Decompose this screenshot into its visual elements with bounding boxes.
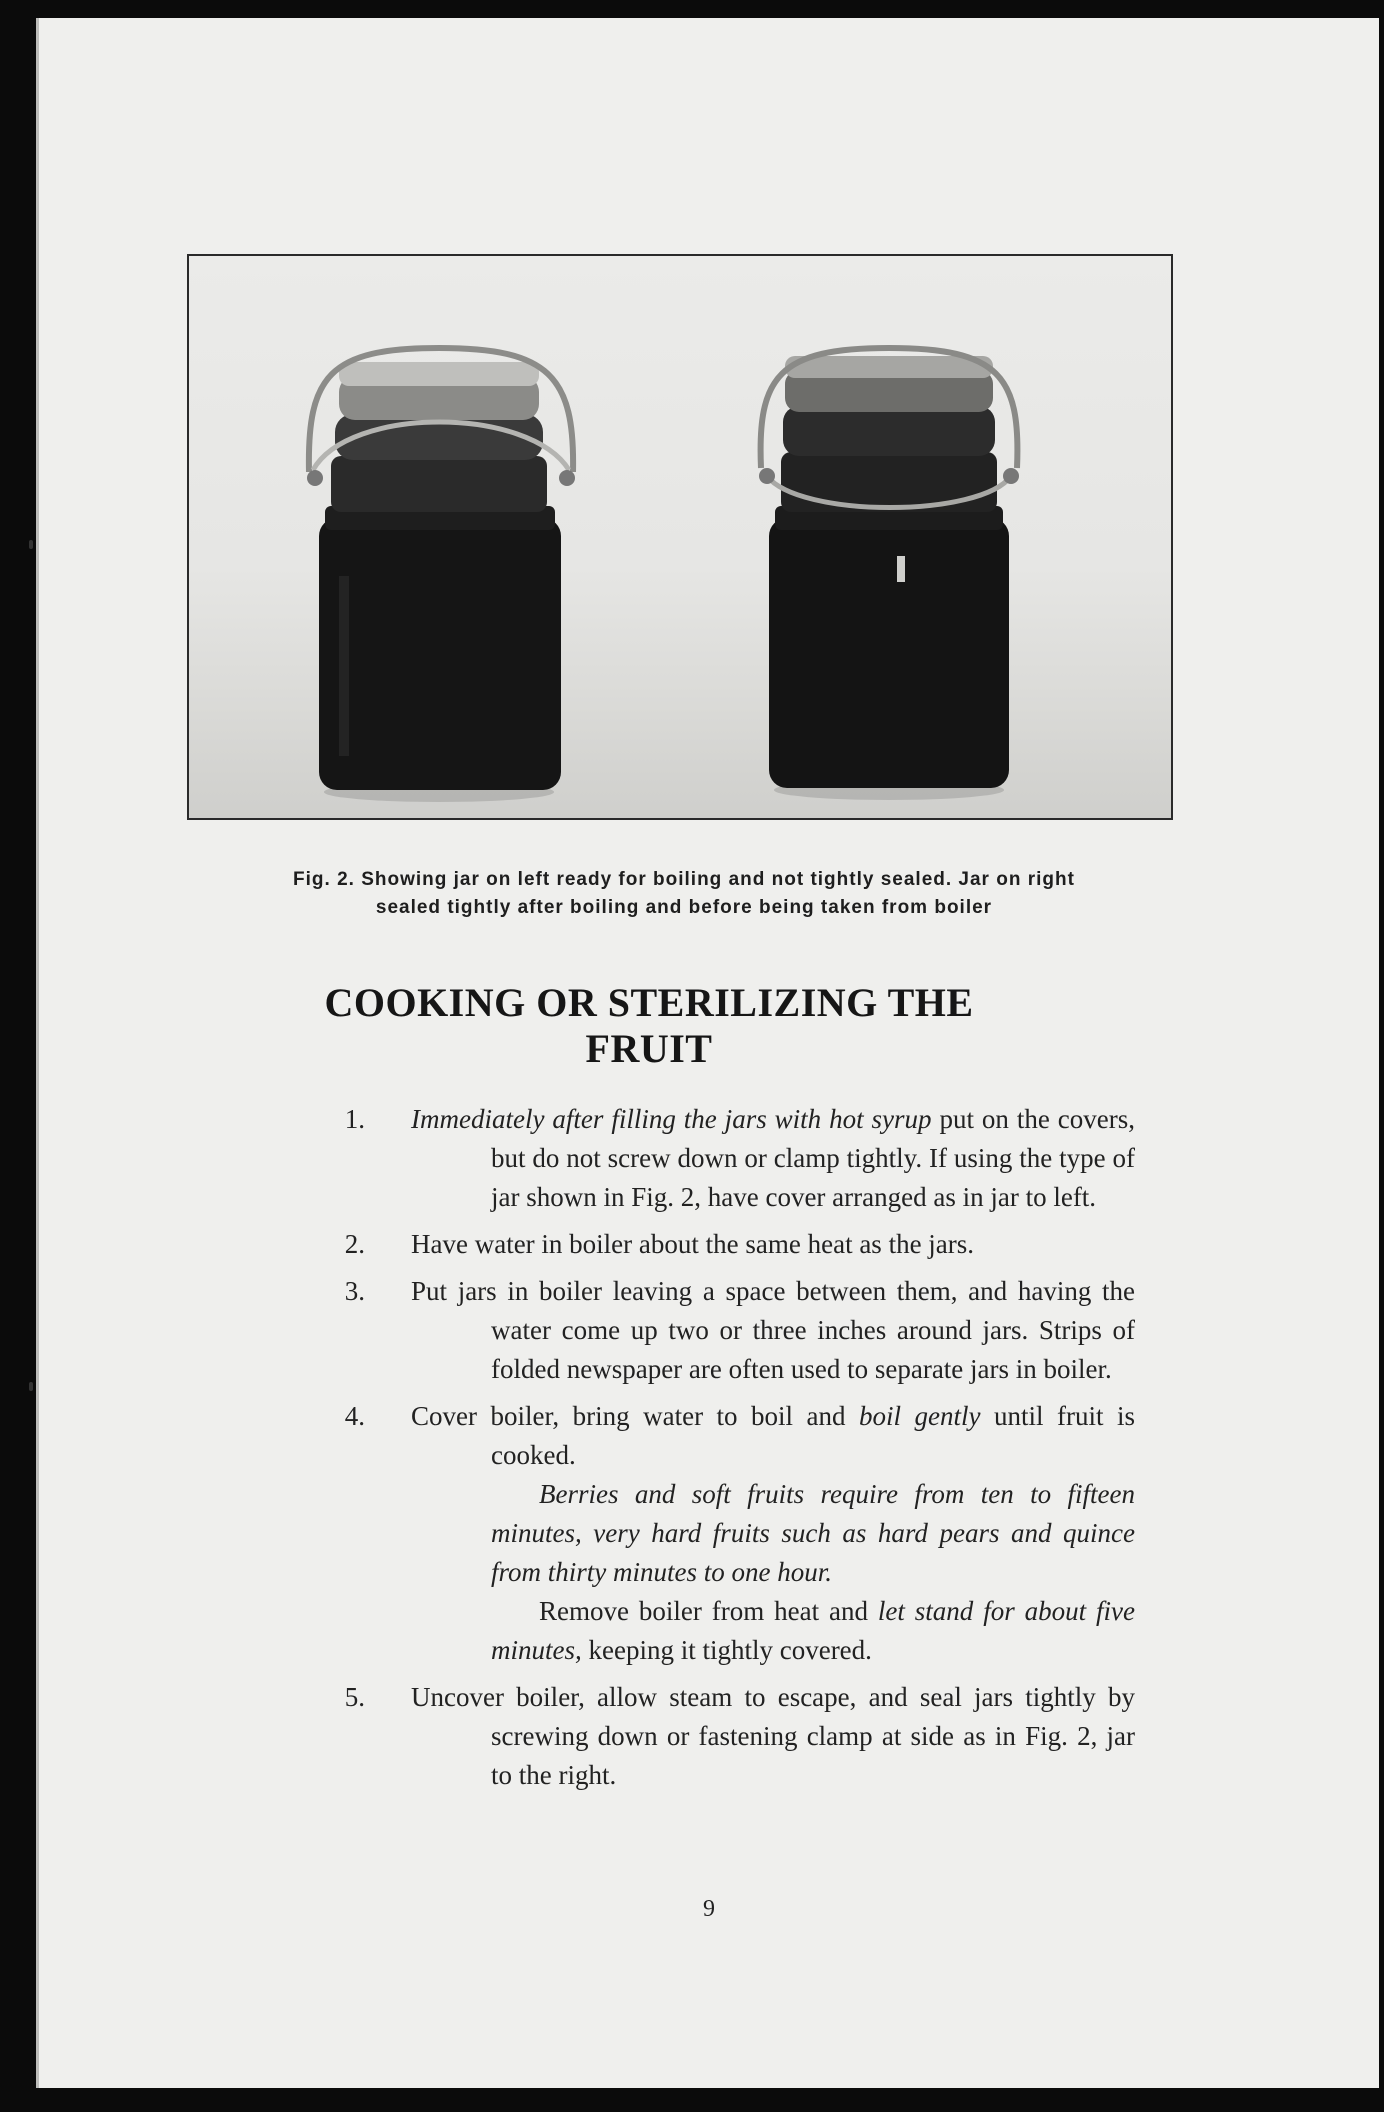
step-number: 1. (344, 1104, 365, 1134)
step-text (411, 1397, 1135, 1475)
step-number: 5. (344, 1682, 365, 1712)
step-body: put on the covers, but do not screw down or clamp tightly. If using the type of jar shown in Fig. 2, have cover arranged as in jar to left. (491, 1104, 1136, 1212)
instruction-step (331, 1100, 1135, 1217)
book-page (36, 18, 1379, 2088)
instruction-list (331, 1100, 1135, 1803)
jars-illustration (189, 256, 1171, 818)
step-number: 2. (344, 1229, 365, 1259)
note-body: Remove boiler from heat and (539, 1596, 878, 1626)
right-jar (759, 348, 1019, 788)
step-text: Put jars in boiler leaving a space between them, and having the water come up two or three inches around jars. Strips of folded newspaper are often used to separate jars in boiler. (411, 1276, 1135, 1384)
step-text: Uncover boiler, allow steam to escape, and seal jars tightly by screwing down or fastening clamp at side as in Fig. 2, jar to the right. (411, 1682, 1135, 1790)
step-emphasis: Immediately after filling the jars with hot syrup (411, 1104, 932, 1134)
instruction-step (331, 1397, 1135, 1670)
left-jar (307, 348, 575, 790)
margin-speck (29, 1382, 33, 1391)
note-body: keeping it tightly covered. (581, 1635, 872, 1665)
step-text (411, 1100, 1136, 1217)
instruction-step (331, 1225, 1135, 1264)
note-emphasis: let stand for about five minutes, (491, 1596, 1135, 1665)
instruction-step (331, 1272, 1135, 1389)
caption-line: Fig. 2. Showing jar on left ready for boiling and not tightly sealed. Jar on right (293, 869, 1075, 890)
margin-speck (29, 540, 33, 549)
figure-caption (179, 866, 1189, 922)
step-body: Cover boiler, bring water to boil and (411, 1401, 860, 1431)
heading-line: COOKING OR STERILIZING THE (324, 980, 974, 1025)
step-emphasis: boil gently (859, 1401, 981, 1431)
section-heading (239, 980, 1059, 1072)
caption-line: sealed tightly after boiling and before being taken from boiler (375, 897, 993, 918)
step-body: until fruit is cooked. (491, 1401, 1135, 1470)
heading-line: FRUIT (585, 1026, 713, 1071)
step-number: 3. (344, 1276, 365, 1306)
jar-photograph (187, 254, 1173, 820)
page-number: 9 (703, 1896, 715, 1922)
step-note (491, 1592, 1135, 1670)
step-text: Have water in boiler about the same heat as the jars. (411, 1229, 975, 1259)
step-note: Berries and soft fruits require from ten to fifteen minutes, very hard fruits such as hard pears and quince from thirty minutes to one hour. (491, 1479, 1135, 1587)
instruction-step (331, 1678, 1135, 1795)
step-number: 4. (344, 1401, 365, 1431)
